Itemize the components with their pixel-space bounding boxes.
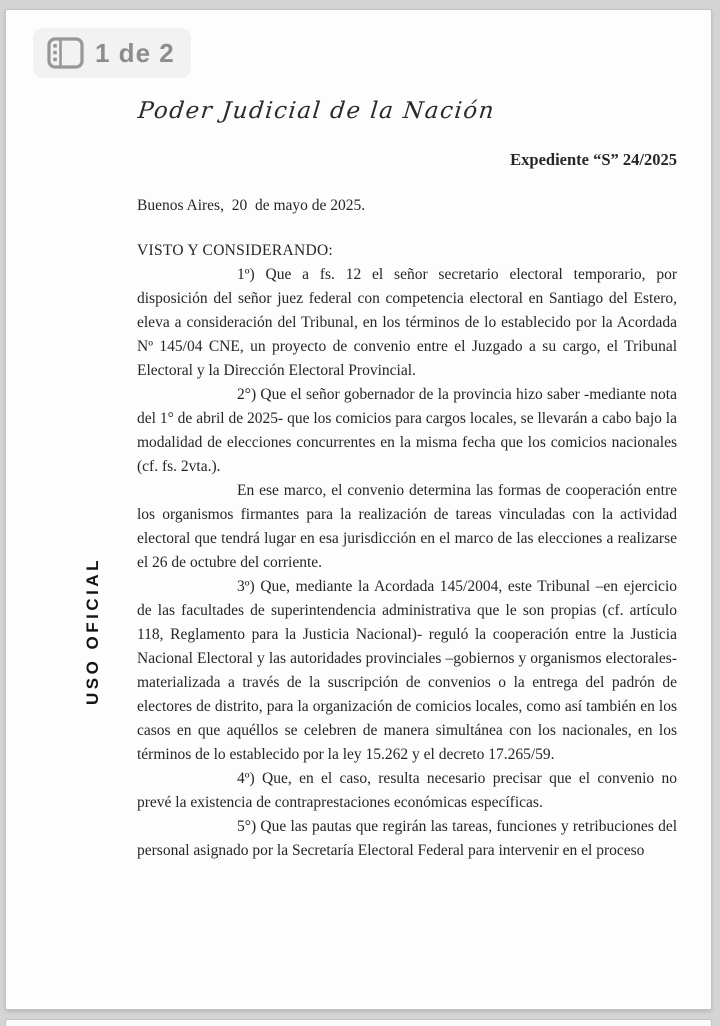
document-paragraph: 2°) Que el señor gobernador de la provincia hizo saber -mediante nota del 1° de abril de 2025- que los comicios para cargos locales, se llevarán a cabo bajo la modalidad de elecciones concurrentes en la misma fecha que los comicios nacionales (cf. fs. 2vta.).: [137, 386, 677, 475]
document-paragraph: 3º) Que, mediante la Acordada 145/2004, este Tribunal –en ejercicio de las facultades de superintendencia administrativa que le son propias (cf. artículo 118, Reglamento para la Justicia Nacional)- reguló la cooperación entre la Justicia Nacional Electoral y las autoridades provinciales –gobiernos y organismos electorales- materializada a través de la suscripción de convenios o la entrega del padrón de electores de distrito, para la organización de comicios locales, como así también en los casos en que aquéllos se celebren de manera simultánea con los nacionales, en los términos de lo establecido por la ley 15.262 y el decreto 17.265/59.: [137, 578, 677, 763]
document-body: [137, 148, 677, 863]
document-page-1: [6, 10, 711, 1009]
date-line: Buenos Aires, 20 de mayo de 2025.: [137, 197, 366, 214]
page-count-badge[interactable]: [33, 28, 191, 78]
page-layout-icon: [47, 37, 84, 69]
expediente-number: Expediente “S” 24/2025: [510, 150, 677, 169]
document-paragraph: 5°) Que las pautas que regirán las tareas, funciones y retribuciones del personal asignado por la Secretaría Electoral Federal para intervenir en el proceso: [137, 818, 677, 859]
letterhead-script: Poder Judicial de la Nación: [136, 98, 497, 124]
section-heading: VISTO Y CONSIDERANDO:: [137, 242, 334, 259]
document-paragraph: 4º) Que, en el caso, resulta necesario precisar que el convenio no prevé la existencia de contraprestaciones económicas específicas.: [137, 770, 677, 811]
document-page-2-edge: [6, 1020, 711, 1026]
document-paragraph: 1º) Que a fs. 12 el señor secretario electoral temporario, por disposición del señor juez federal con competencia electoral en Santiago del Estero, eleva a consideración del Tribunal, en los términos de lo establecido por la Acordada Nº 145/04 CNE, un proyecto de convenio entre el Juzgado a su cargo, el Tribunal Electoral y la Dirección Electoral Provincial.: [137, 266, 677, 379]
uso-oficial-vertical-stamp: USO OFICIAL: [83, 556, 102, 706]
document-paragraph: En ese marco, el convenio determina las formas de cooperación entre los organismos firmantes para la realización de tareas vinculadas con la actividad electoral que tendrá lugar en esa jurisdicción en el marco de las elecciones a realizarse el 26 de octubre del corriente.: [137, 482, 677, 571]
paragraph-list: [137, 263, 677, 863]
page-count-label: 1 de 2: [95, 37, 175, 68]
